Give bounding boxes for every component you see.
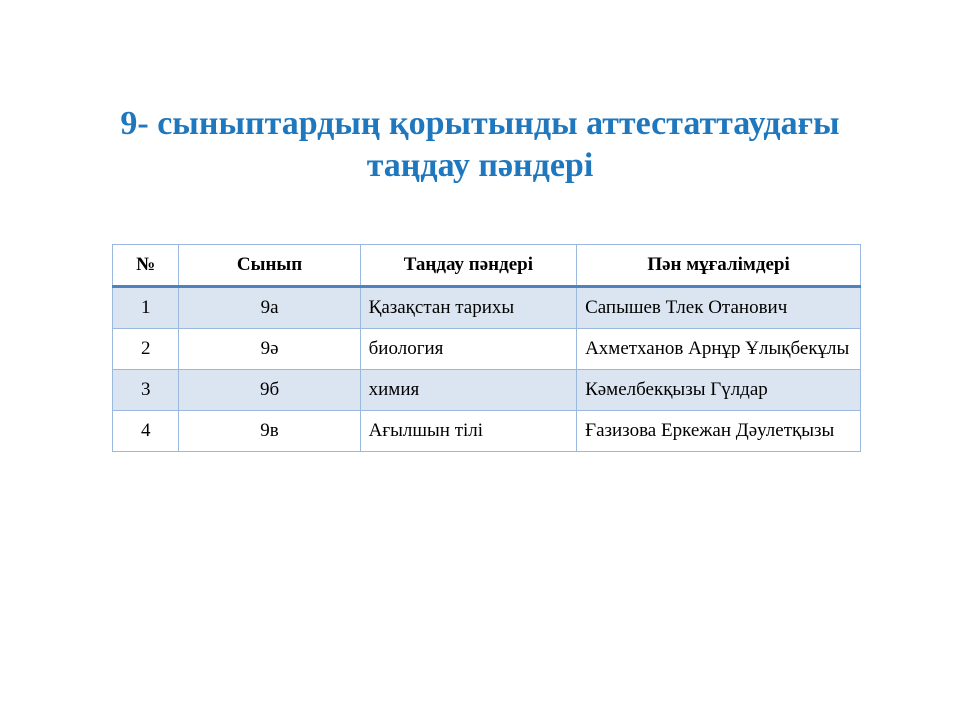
cell-number: 2 [113, 329, 179, 370]
slide-title-line-1: 9- сыныптардың қорытынды аттестаттаудағы [120, 105, 840, 142]
cell-class: 9б [179, 370, 360, 411]
cell-teacher: Кәмелбекқызы Гүлдар [577, 370, 861, 411]
cell-number: 4 [113, 411, 179, 452]
table-row [113, 411, 861, 452]
subjects-table [112, 244, 861, 452]
table-row [113, 287, 861, 329]
header-number: № [113, 245, 179, 287]
cell-class: 9а [179, 287, 360, 329]
header-subject: Таңдау пәндері [360, 245, 576, 287]
cell-subject: химия [360, 370, 576, 411]
cell-subject: Қазақстан тарихы [360, 287, 576, 329]
slide-title-line-2: таңдау пәндері [366, 147, 594, 184]
cell-class: 9ә [179, 329, 360, 370]
cell-number: 1 [113, 287, 179, 329]
header-class: Сынып [179, 245, 360, 287]
header-teacher: Пән мұғалімдері [577, 245, 861, 287]
cell-subject: биология [360, 329, 576, 370]
cell-teacher: Ахметханов Арнұр Ұлықбекұлы [577, 329, 861, 370]
cell-subject: Ағылшын тілі [360, 411, 576, 452]
table-header-row [113, 245, 861, 287]
cell-number: 3 [113, 370, 179, 411]
table-row [113, 370, 861, 411]
table-row [113, 329, 861, 370]
slide-title [40, 103, 920, 187]
cell-teacher: Сапышев Тлек Отанович [577, 287, 861, 329]
cell-teacher: Ғазизова Еркежан Дәулетқызы [577, 411, 861, 452]
cell-class: 9в [179, 411, 360, 452]
